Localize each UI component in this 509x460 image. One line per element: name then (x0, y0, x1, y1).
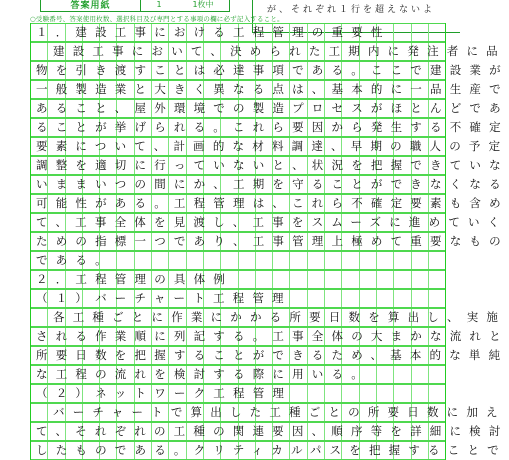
essay-line (31, 80, 509, 99)
essay-line (31, 175, 509, 194)
essay-line-text: 一般製造業と大きく異なる点は、基本的に一品生産で (36, 81, 509, 96)
sheet-number: 1 (156, 0, 162, 9)
essay-line-text: 調整を適切に行っていないと、状況を把握できていな (36, 157, 509, 172)
essay-line-text: いままいつの間にか、工期を守ることができなくなる (36, 176, 509, 191)
essay-line (31, 61, 509, 80)
manuscript-grid (30, 23, 509, 460)
essay-line (31, 137, 509, 156)
exam-note: ○受験番号、答案使用枚数、選択科目及び専門とする事項の欄に必ず記入すること。 (30, 15, 284, 23)
essay-line (31, 289, 445, 308)
essay-line-text: される作業順に列記する。工事全体の大まかな流れと (36, 328, 509, 343)
sheet-total: 1枚中 (192, 0, 214, 9)
essay-line-text: 所要日数を把握することができるため、基本的な単純 (36, 347, 509, 362)
essay-line (31, 365, 445, 384)
essay-line-text: したものである。クリティカルパスを把握することで (36, 442, 507, 457)
essay-line-text: バーチャートで算出した工種ごとの所要日数に加え (53, 404, 506, 419)
essay-line-text: 建設工事において、決められた工期内に発注者に品 (53, 43, 506, 58)
essay-line (31, 346, 509, 365)
essay-line-text: （１）バーチャート工程管理 (36, 290, 292, 305)
essay-line (31, 156, 509, 175)
essay-line (31, 403, 506, 422)
essay-line-text: ることが挙げられる。これら要因から発生する不確定 (36, 119, 509, 134)
essay-line (31, 194, 509, 213)
essay-line (31, 327, 509, 346)
sheet-count-values (141, 0, 229, 11)
essay-line-text: あること、屋外環境での製造プロセスがほとんどであ (36, 100, 509, 115)
essay-line-text: ための指標一つであり、工事管理上極めて重要なもの (36, 233, 509, 248)
essay-line (31, 118, 509, 137)
essay-line-text: 要素について、計画的な材料調達、早期の職人の予定 (36, 138, 509, 153)
essay-line (31, 232, 509, 251)
essay-line-text: て、工事全体を見渡し、工事をスムーズに進めていく (36, 214, 508, 229)
instruction-text: が、それぞれ１行を超えないよ (267, 5, 436, 15)
essay-line (31, 23, 445, 42)
essay-line (31, 441, 507, 460)
essay-line-text: 各工種ごとに作業にかかる所要日数を算出し、実施 (53, 309, 507, 324)
essay-line-text: １．建設工事における工程管理の重要性 (36, 24, 391, 39)
essay-line (31, 99, 509, 118)
essay-line-text: 可能性がある。工程管理は、これら不確定要素も含め (36, 195, 509, 210)
essay-line (31, 42, 506, 61)
essay-line (31, 251, 445, 270)
answer-sheet-label: 答案用紙 (41, 0, 141, 11)
essay-line-text: である。 (36, 252, 115, 267)
essay-line (31, 213, 508, 232)
essay-line (31, 270, 445, 289)
answer-sheet-count-table (40, 0, 230, 12)
essay-line (31, 384, 445, 403)
essay-line-text: ２．工程管理の具体例 (36, 271, 233, 286)
essay-line-text: 物を引き渡すことは必達事項である。ここで建設業が (36, 62, 509, 77)
essay-line (31, 308, 507, 327)
essay-line-text: て、それぞれの工種の関連要因、順序等を詳細に検討 (36, 423, 509, 438)
essay-line (31, 422, 509, 441)
essay-line-text: な工程の流れを検討する際に用いる。 (36, 366, 371, 381)
essay-line-text: （２）ネットワーク工程管理 (36, 385, 293, 400)
